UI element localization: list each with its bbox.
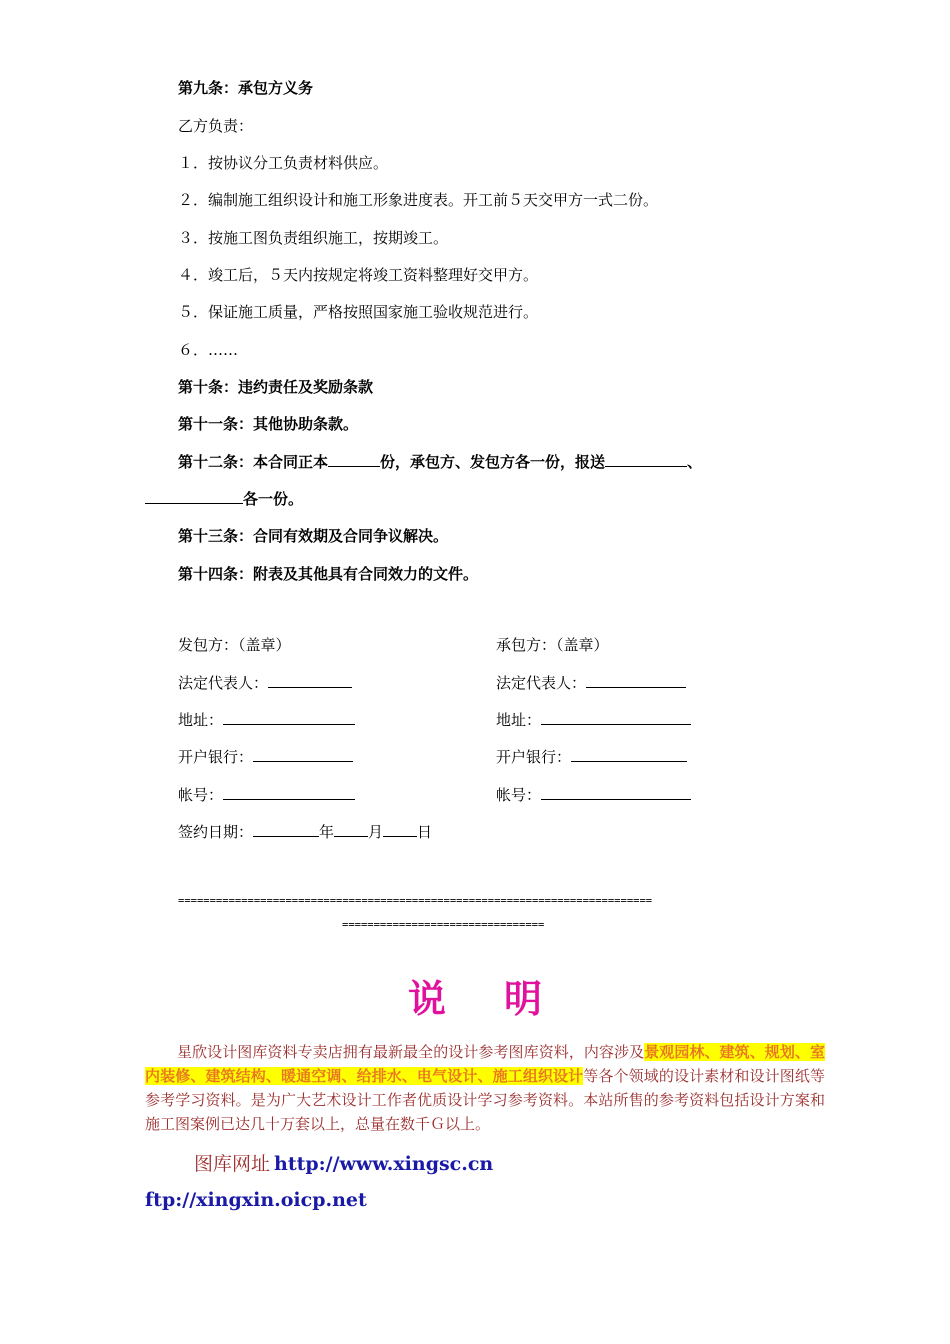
notice-highlight: 景观园林、建筑、规划、室内装修、建筑结构、暖通空调、给排水、电气设计、施工组织设计 (145, 1043, 825, 1085)
month-label: 月 (368, 823, 384, 841)
article-14: 第十四条：附表及其他具有合同效力的文件。 (178, 565, 479, 583)
month-blank (334, 822, 368, 837)
left-bank-row (178, 747, 353, 767)
right-address-blank (541, 710, 691, 725)
right-rep-blank (586, 673, 686, 688)
left-account-row (178, 785, 355, 805)
notice-text-after: 等各个领域的设计素材和设计图纸等参考学习资料。是为广大艺术设计工作者优质设计学习参考资料。本站所售的参考资料包括设计方案和施工图案例已达几十万套以上，总量在数千Ｇ以上。 (145, 1067, 825, 1133)
site-link[interactable]: http://www.xingsc.cn (274, 1153, 494, 1175)
left-account-blank (223, 785, 355, 800)
year-label: 年 (319, 823, 335, 841)
left-account-label: 帐号： (178, 786, 224, 804)
right-rep-row (496, 673, 686, 693)
article-12-part-2: 份，承包方、发包方各一份，报送 (380, 453, 606, 471)
left-address-row (178, 710, 355, 730)
left-bank-blank (253, 747, 353, 762)
right-account-label: 帐号： (496, 786, 542, 804)
article-9-item-1: １．按协议分工负责材料供应。 (178, 154, 389, 172)
article-11: 第十一条：其他协助条款。 (178, 415, 359, 433)
copies-blank (328, 452, 380, 467)
right-bank-row (496, 747, 687, 767)
left-rep-label: 法定代表人： (178, 674, 269, 692)
left-bank-label: 开户银行： (178, 748, 254, 766)
article-12-part-1: 第十二条：本合同正本 (178, 453, 329, 471)
notice-text-before: 星欣设计图库资料专卖店拥有最新最全的设计参考图库资料，内容涉及 (177, 1043, 645, 1061)
right-rep-label: 法定代表人： (496, 674, 587, 692)
day-blank (383, 822, 417, 837)
article-13: 第十三条：合同有效期及合同争议解决。 (178, 527, 449, 545)
article-9-item-6: ６．…… (178, 341, 239, 359)
article-9-item-4: ４．竣工后，５天内按规定将竣工资料整理好交甲方。 (178, 266, 539, 284)
article-9-intro: 乙方负责： (178, 117, 254, 135)
right-address-row (496, 710, 691, 730)
right-address-label: 地址： (496, 711, 542, 729)
day-label: 日 (417, 823, 433, 841)
sign-date-row (178, 822, 432, 842)
site-label: 图库网址 (194, 1153, 271, 1175)
left-address-label: 地址： (178, 711, 224, 729)
left-rep-row (178, 673, 352, 693)
separator-line-1: =========================================================================== (178, 895, 653, 907)
submit-to-blank-2 (145, 489, 243, 504)
site-row (194, 1152, 493, 1176)
article-9-item-2: ２．编制施工组织设计和施工形象进度表。开工前５天交甲方一式二份。 (178, 191, 659, 209)
right-account-blank (541, 785, 691, 800)
article-12-line-2 (145, 489, 303, 509)
separator-line-2: ================================ (342, 919, 545, 931)
submit-to-blank (605, 452, 687, 467)
article-10: 第十条：违约责任及奖励条款 (178, 378, 374, 396)
year-blank (253, 822, 319, 837)
right-party: 承包方：（盖章） (496, 636, 609, 654)
left-party: 发包方：（盖章） (178, 636, 291, 654)
notice-heading: 说明 (407, 977, 600, 1021)
right-bank-label: 开户银行： (496, 748, 572, 766)
article-9-item-5: ５．保证施工质量，严格按照国家施工验收规范进行。 (178, 303, 539, 321)
article-12-part-3: 、 (687, 453, 703, 471)
article-12-line-1 (178, 452, 702, 472)
sign-date-label: 签约日期： (178, 823, 254, 841)
article-9-title: 第九条：承包方义务 (178, 79, 314, 97)
left-rep-blank (268, 673, 352, 688)
ftp-row (145, 1188, 367, 1212)
notice-paragraph (145, 1040, 825, 1136)
left-address-blank (223, 710, 355, 725)
article-12-part-4: 各一份。 (243, 490, 304, 508)
ftp-link[interactable]: ftp://xingxin.oicp.net (145, 1189, 367, 1211)
right-bank-blank (571, 747, 687, 762)
right-account-row (496, 785, 691, 805)
article-9-item-3: ３．按施工图负责组织施工，按期竣工。 (178, 229, 449, 247)
